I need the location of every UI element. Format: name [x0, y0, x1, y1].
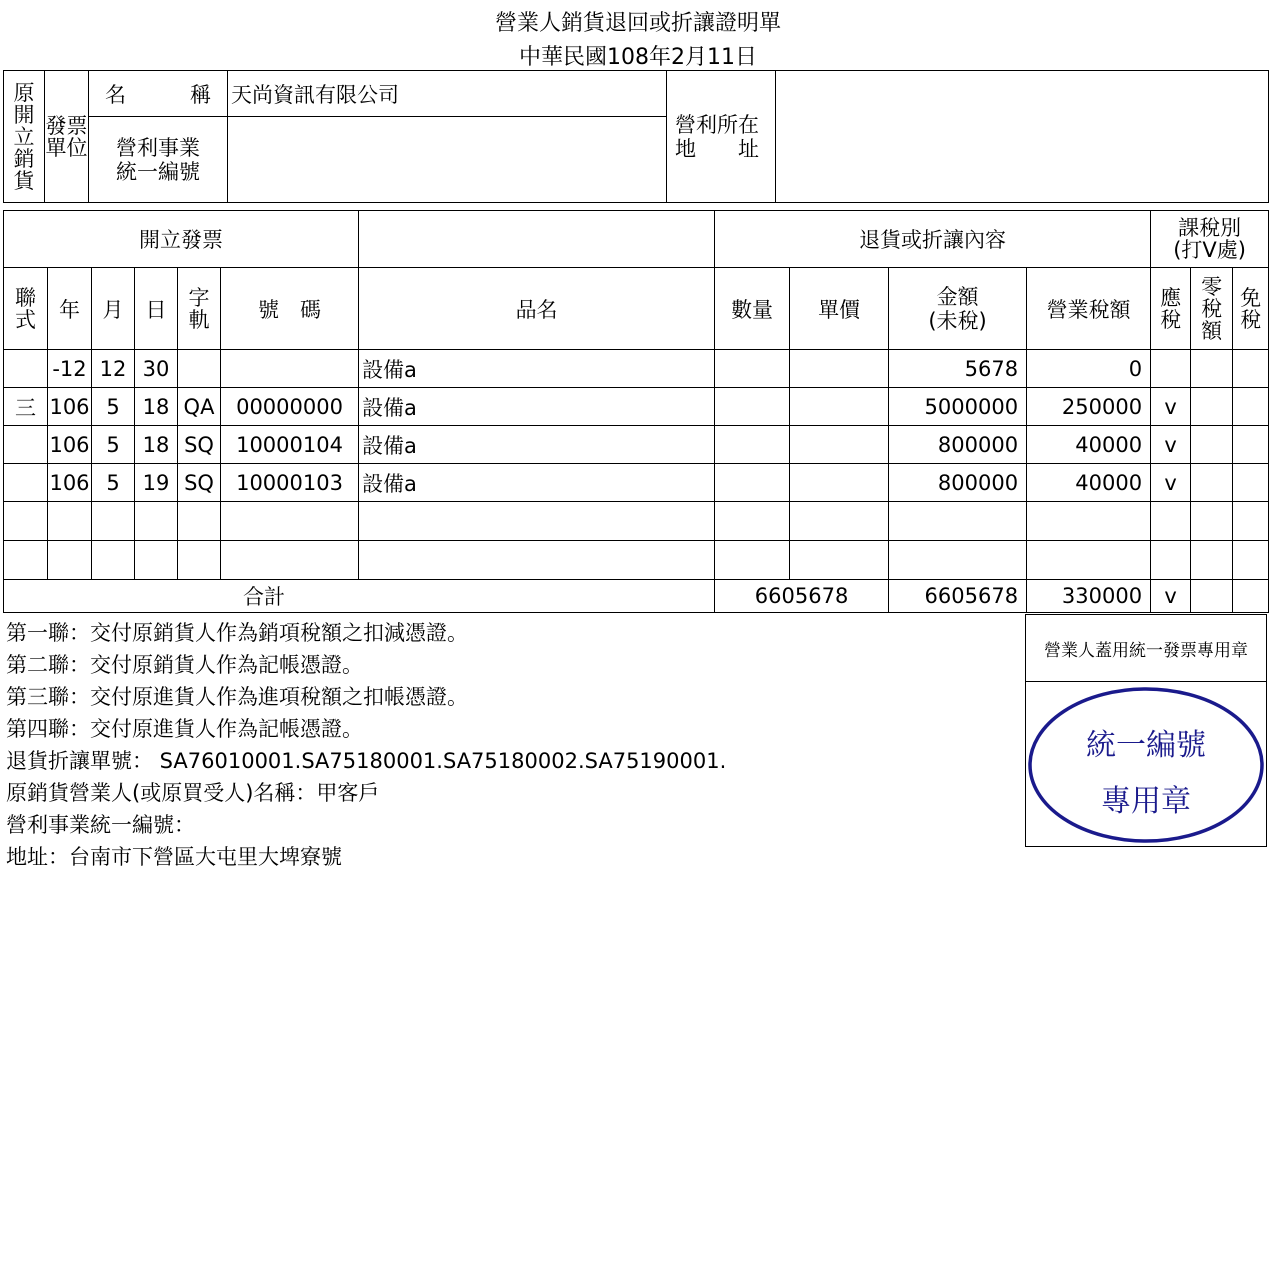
cell-qty — [715, 464, 790, 502]
cell-copy — [4, 502, 48, 541]
issuer-side-label: 原開立銷貨 — [4, 71, 45, 203]
cell-track — [178, 502, 221, 541]
notes — [6, 617, 726, 873]
cell-copy: 三 — [4, 388, 48, 426]
header-copy: 聯式 — [4, 268, 48, 350]
cell-item — [359, 541, 715, 580]
header-zero-rated: 零稅額 — [1191, 268, 1233, 350]
note-copy-3: 第三聯：交付原進貨人作為進項稅額之扣帳憑證。 — [6, 685, 468, 709]
note-return-numbers: 退貨折讓單號： SA76010001.SA75180001.SA75180002.SA75190001. — [6, 749, 727, 773]
cell-track — [178, 541, 221, 580]
cell-exempt — [1233, 464, 1269, 502]
header-exempt: 免稅 — [1233, 268, 1269, 350]
cell-exempt — [1233, 350, 1269, 388]
cell-item: 設備a — [359, 388, 715, 426]
note-buyer-address: 地址：台南市下營區大屯里大埤寮號 — [6, 845, 342, 869]
ubn-label: 營利事業 統一編號 — [89, 117, 228, 203]
cell-copy — [4, 464, 48, 502]
cell-month — [92, 541, 135, 580]
cell-amount — [889, 502, 1027, 541]
items-table — [3, 210, 1269, 613]
group-tax-type: 課稅別 (打V處) — [1151, 211, 1269, 268]
cell-track — [178, 350, 221, 388]
cell-month: 5 — [92, 426, 135, 464]
cell-month: 5 — [92, 388, 135, 426]
total-exempt — [1233, 580, 1269, 613]
address-value — [776, 71, 1269, 203]
cell-exempt — [1233, 426, 1269, 464]
cell-taxable — [1151, 541, 1191, 580]
note-copy-1: 第一聯：交付原銷貨人作為銷項稅額之扣減憑證。 — [6, 621, 468, 645]
table-row — [4, 350, 1269, 388]
header-day: 日 — [135, 268, 178, 350]
header-track: 字軌 — [178, 268, 221, 350]
cell-number — [221, 541, 359, 580]
cell-year — [48, 502, 92, 541]
group-invoice: 開立發票 — [4, 211, 359, 268]
total-taxable: v — [1151, 580, 1191, 613]
cell-number: 00000000 — [221, 388, 359, 426]
cell-tax — [1027, 502, 1151, 541]
company-name: 天尚資訊有限公司 — [228, 71, 667, 117]
cell-number — [221, 350, 359, 388]
cell-copy — [4, 541, 48, 580]
cell-track: SQ — [178, 464, 221, 502]
cell-day: 18 — [135, 426, 178, 464]
cell-zero-rated — [1191, 350, 1233, 388]
group-blank — [359, 211, 715, 268]
cell-exempt — [1233, 388, 1269, 426]
note-buyer-name: 原銷貨營業人(或原買受人)名稱：甲客戶 — [6, 781, 380, 805]
cell-price — [790, 464, 889, 502]
total-zero-rated — [1191, 580, 1233, 613]
seal-icon — [1028, 687, 1264, 843]
cell-zero-rated — [1191, 388, 1233, 426]
cell-day: 30 — [135, 350, 178, 388]
seal-line-1: 統一編號 — [1086, 728, 1206, 763]
cell-amount: 5678 — [889, 350, 1027, 388]
header-month: 月 — [92, 268, 135, 350]
cell-price — [790, 388, 889, 426]
cell-exempt — [1233, 541, 1269, 580]
cell-track: SQ — [178, 426, 221, 464]
address-label: 營利所在 地 址 — [667, 71, 776, 203]
ubn-value — [228, 117, 667, 203]
cell-day — [135, 502, 178, 541]
seal-line-2: 專用章 — [1101, 784, 1191, 819]
stamp-box — [1025, 614, 1267, 847]
cell-track: QA — [178, 388, 221, 426]
cell-amount — [889, 541, 1027, 580]
cell-exempt — [1233, 502, 1269, 541]
total-qty-price: 6605678 — [715, 580, 889, 613]
header-number: 號 碼 — [221, 268, 359, 350]
cell-taxable: v — [1151, 388, 1191, 426]
table-row — [4, 541, 1269, 580]
stamp-heading: 營業人蓋用統一發票專用章 — [1026, 615, 1266, 682]
cell-number: 10000103 — [221, 464, 359, 502]
table-row — [4, 426, 1269, 464]
cell-qty — [715, 350, 790, 388]
cell-price — [790, 426, 889, 464]
cell-qty — [715, 388, 790, 426]
table-row — [4, 388, 1269, 426]
cell-price — [790, 541, 889, 580]
header-year: 年 — [48, 268, 92, 350]
cell-qty — [715, 426, 790, 464]
header-amount: 金額 (未稅) — [889, 268, 1027, 350]
cell-taxable — [1151, 502, 1191, 541]
cell-qty — [715, 502, 790, 541]
cell-taxable: v — [1151, 464, 1191, 502]
cell-zero-rated — [1191, 464, 1233, 502]
cell-day: 18 — [135, 388, 178, 426]
header-taxable: 應稅 — [1151, 268, 1191, 350]
table-row — [4, 502, 1269, 541]
note-copy-2: 第二聯：交付原銷貨人作為記帳憑證。 — [6, 653, 363, 677]
cell-day: 19 — [135, 464, 178, 502]
issuer-unit-label: 發票單位 — [45, 71, 89, 203]
document-title: 營業人銷貨退回或折讓證明單 — [494, 11, 781, 36]
cell-tax: 40000 — [1027, 464, 1151, 502]
table-row — [4, 464, 1269, 502]
note-copy-4: 第四聯：交付原進貨人作為記帳憑證。 — [6, 717, 363, 741]
cell-taxable: v — [1151, 426, 1191, 464]
cell-month: 12 — [92, 350, 135, 388]
cell-day — [135, 541, 178, 580]
cell-item: 設備a — [359, 464, 715, 502]
cell-item — [359, 502, 715, 541]
cell-copy — [4, 426, 48, 464]
cell-zero-rated — [1191, 426, 1233, 464]
cell-tax — [1027, 541, 1151, 580]
cell-taxable — [1151, 350, 1191, 388]
cell-zero-rated — [1191, 502, 1233, 541]
cell-amount: 800000 — [889, 426, 1027, 464]
cell-year: 106 — [48, 388, 92, 426]
cell-price — [790, 350, 889, 388]
group-content: 退貨或折讓內容 — [715, 211, 1151, 268]
cell-zero-rated — [1191, 541, 1233, 580]
total-label: 合計 — [4, 580, 715, 613]
note-buyer-ubn: 營利事業統一編號： — [6, 813, 195, 837]
cell-tax: 0 — [1027, 350, 1151, 388]
cell-number: 10000104 — [221, 426, 359, 464]
cell-year — [48, 541, 92, 580]
header-qty: 數量 — [715, 268, 790, 350]
cell-month: 5 — [92, 464, 135, 502]
issuer-table — [3, 70, 1269, 203]
cell-month — [92, 502, 135, 541]
cell-price — [790, 502, 889, 541]
header-item: 品名 — [359, 268, 715, 350]
cell-year: -12 — [48, 350, 92, 388]
total-row — [4, 580, 1269, 613]
cell-tax: 40000 — [1027, 426, 1151, 464]
cell-qty — [715, 541, 790, 580]
cell-year: 106 — [48, 464, 92, 502]
cell-amount: 800000 — [889, 464, 1027, 502]
cell-copy — [4, 350, 48, 388]
document-date: 中華民國108年2月11日 — [519, 45, 757, 70]
cell-number — [221, 502, 359, 541]
cell-item: 設備a — [359, 350, 715, 388]
cell-amount: 5000000 — [889, 388, 1027, 426]
cell-item: 設備a — [359, 426, 715, 464]
total-amount: 6605678 — [889, 580, 1027, 613]
name-label: 名 稱 — [89, 71, 228, 117]
total-tax: 330000 — [1027, 580, 1151, 613]
cell-tax: 250000 — [1027, 388, 1151, 426]
header-price: 單價 — [790, 268, 889, 350]
header-tax: 營業稅額 — [1027, 268, 1151, 350]
cell-year: 106 — [48, 426, 92, 464]
